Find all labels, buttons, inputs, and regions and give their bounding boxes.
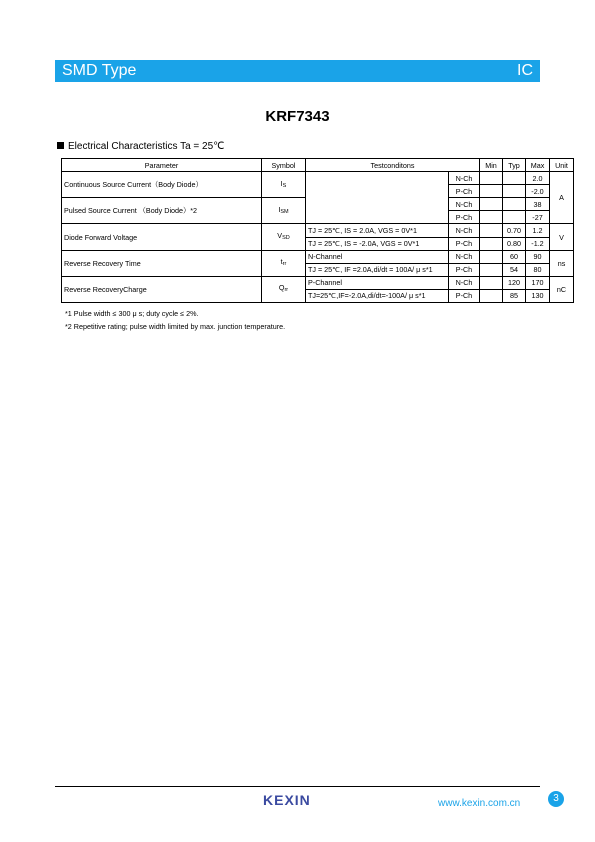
param-cell: Continuous Source Current（Body Diode） [62, 172, 262, 198]
table-row [62, 172, 574, 185]
unit-cell: nC [550, 276, 574, 302]
typ-cell: 0.80 [503, 237, 526, 250]
typ-cell [503, 198, 526, 211]
min-cell [480, 172, 503, 185]
header-typ: Typ [503, 159, 526, 172]
channel-cell: N-Ch [449, 250, 480, 263]
channel-cell: P-Ch [449, 211, 480, 224]
section-heading [57, 141, 224, 152]
table-row [62, 276, 574, 289]
header-banner [55, 60, 540, 82]
test-condition-cell: TJ = 25℃, IS = -2.0A, VGS = 0V*1 [306, 237, 449, 250]
min-cell [480, 211, 503, 224]
test-cell-empty [306, 172, 449, 224]
footer-divider [55, 786, 540, 787]
header-symbol: Symbol [262, 159, 306, 172]
header-min: Min [480, 159, 503, 172]
kexin-logo: KEXIN [263, 792, 311, 808]
header-testconditions: Testconditons [306, 159, 480, 172]
max-cell: -1.2 [526, 237, 550, 250]
max-cell: 38 [526, 198, 550, 211]
channel-cell: P-Ch [449, 237, 480, 250]
min-cell [480, 250, 503, 263]
typ-cell [503, 172, 526, 185]
channel-cell: P-Ch [449, 185, 480, 198]
channel-cell: N-Ch [449, 198, 480, 211]
typ-cell [503, 185, 526, 198]
test-condition-cell: P-Channel [306, 276, 449, 289]
header-parameter: Parameter [62, 159, 262, 172]
max-cell: 80 [526, 263, 550, 276]
typ-cell: 60 [503, 250, 526, 263]
typ-cell: 85 [503, 289, 526, 302]
min-cell [480, 198, 503, 211]
typ-cell: 120 [503, 276, 526, 289]
max-cell: 2.0 [526, 172, 550, 185]
unit-cell: A [550, 172, 574, 224]
test-condition-cell: TJ = 25℃, IS = 2.0A, VGS = 0V*1 [306, 224, 449, 237]
channel-cell: P-Ch [449, 263, 480, 276]
test-condition-cell: N-Channel [306, 250, 449, 263]
max-cell: 170 [526, 276, 550, 289]
typ-cell: 54 [503, 263, 526, 276]
symbol-cell: VSD [262, 224, 306, 250]
min-cell [480, 224, 503, 237]
min-cell [480, 185, 503, 198]
max-cell: -2.0 [526, 185, 550, 198]
table-row [62, 250, 574, 263]
param-cell: Reverse Recovery Time [62, 250, 262, 276]
channel-cell: N-Ch [449, 224, 480, 237]
max-cell: -27 [526, 211, 550, 224]
symbol-cell: trr [262, 250, 306, 276]
symbol-cell: Qrr [262, 276, 306, 302]
table-header-row [62, 159, 574, 172]
footnote-1: *1 Pulse width ≤ 300 μ s; duty cycle ≤ 2%. [65, 309, 199, 318]
typ-cell [503, 211, 526, 224]
channel-cell: P-Ch [449, 289, 480, 302]
header-type: SMD Type [62, 62, 137, 79]
electrical-characteristics-table [61, 158, 574, 303]
min-cell [480, 276, 503, 289]
channel-cell: N-Ch [449, 172, 480, 185]
page-number-badge: 3 [548, 791, 564, 807]
symbol-cell: IS [262, 172, 306, 198]
header-max: Max [526, 159, 550, 172]
min-cell [480, 237, 503, 250]
header-category: IC [517, 62, 533, 79]
param-cell: Pulsed Source Current （Body Diode）*2 [62, 198, 262, 224]
test-condition-cell: TJ = 25℃, IF =2.0A,di/dt = 100A/ μ s*1 [306, 263, 449, 276]
website-link[interactable]: www.kexin.com.cn [438, 798, 521, 809]
param-cell: Diode Forward Voltage [62, 224, 262, 250]
min-cell [480, 289, 503, 302]
min-cell [480, 263, 503, 276]
max-cell: 1.2 [526, 224, 550, 237]
unit-cell: V [550, 224, 574, 250]
max-cell: 130 [526, 289, 550, 302]
unit-cell: ns [550, 250, 574, 276]
max-cell: 90 [526, 250, 550, 263]
symbol-cell: ISM [262, 198, 306, 224]
header-unit: Unit [550, 159, 574, 172]
channel-cell: N-Ch [449, 276, 480, 289]
bullet-square-icon [57, 142, 64, 149]
table-row [62, 224, 574, 237]
test-condition-cell: TJ=25℃,IF=-2.0A,di/dt=-100A/ μ s*1 [306, 289, 449, 302]
param-cell: Reverse RecoveryCharge [62, 276, 262, 302]
section-title: Electrical Characteristics Ta = 25℃ [68, 141, 225, 152]
footnote-2: *2 Repetitive rating; pulse width limited by max. junction temperature. [65, 322, 286, 331]
typ-cell: 0.70 [503, 224, 526, 237]
document-title: KRF7343 [265, 108, 330, 125]
